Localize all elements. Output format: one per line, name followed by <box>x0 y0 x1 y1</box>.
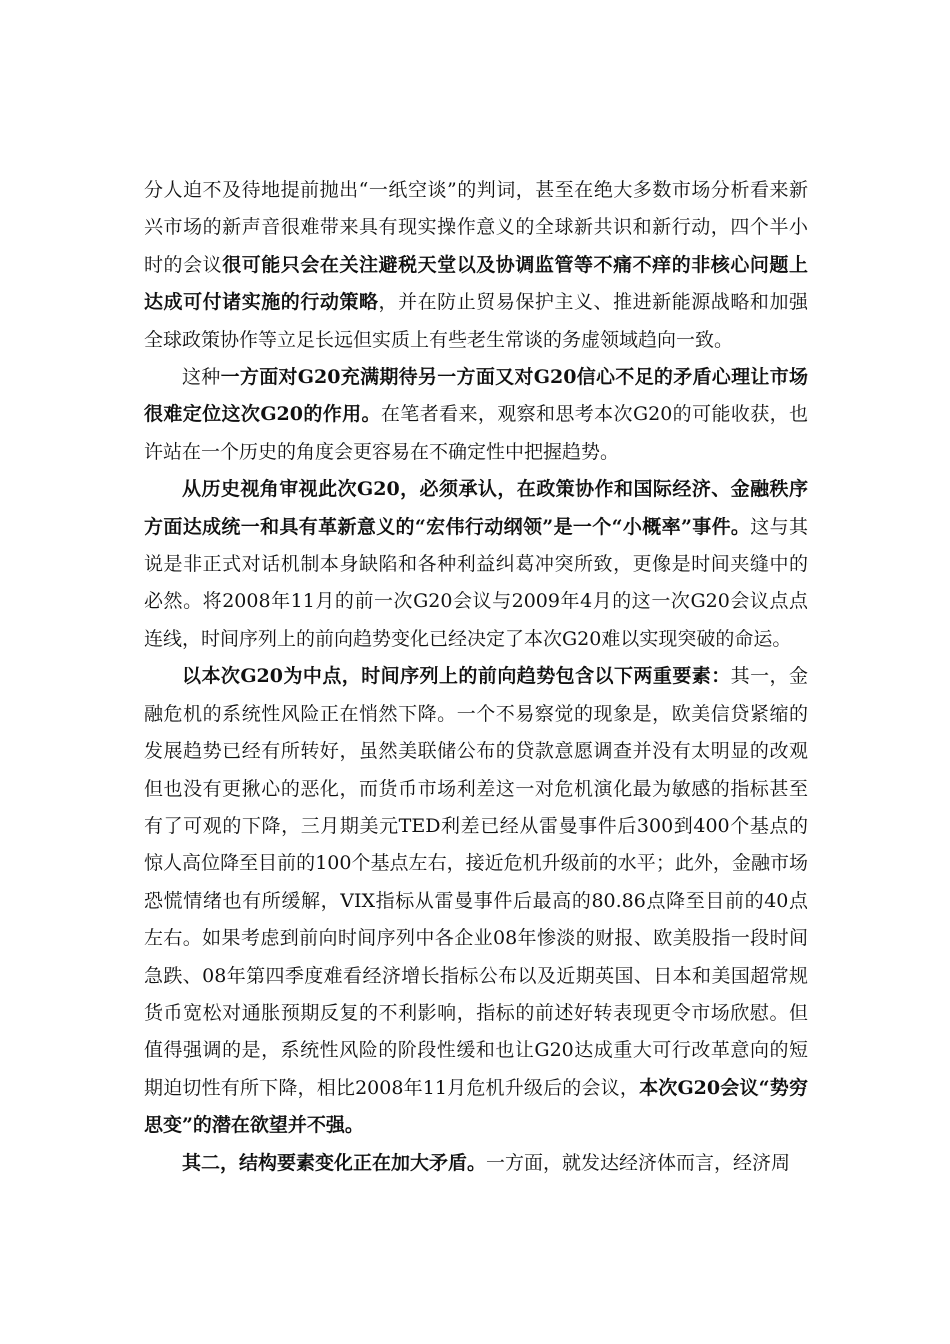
paragraph-5-run-1-bold: 其二，结构要素变化正在加大矛盾。 <box>182 1151 487 1174</box>
paragraph-4-run-2: 其一，金融危机的系统性风险正在悄然下降。一个不易察觉的现象是，欧美信贷紧缩的发展趋势已经有所转好，虽然美联储公布的贷款意愿调查并没有太明显的改观但也没有更揪心的恶化，而货币市场利差这一对危机演化最为敏感的指标甚至有了可观的下降，三月期美元TED利差已经从雷曼事件后300到400个基点的惊人高位降至目前的100个基点左右，接近危机升级前的水平；此外，金融市场恐慌情绪也有所缓解，VIX指标从雷曼事件后最高的80.86点降至目前的40点左右。如果考虑到前向时间序列中各企业08年惨淡的财报、欧美股指一段时间急跌、08年第四季度难看经济增长指标公布以及近期英国、日本和美国超常规货币宽松对通胀预期反复的不利影响，指标的前述好转表现更令市场欣慰。但值得强调的是，系统性风险的阶段性缓和也让G20达成重大可行改革意向的短期迫切性有所下降，相比2008年11月危机升级后的会议， <box>144 665 808 1099</box>
paragraph-1-run-2-bold: 很可能只会在关注避税天堂以及协调监管等不痛不痒的非核心问题上达成可付诸实施的行动策略 <box>144 253 808 314</box>
paragraph-4-run-3-bold: 本次G20会议“势穷思变”的潜在欲望并不强。 <box>144 1076 808 1137</box>
paragraph-4 <box>144 658 808 1144</box>
paragraph-2 <box>144 359 808 471</box>
paragraph-3-run-2: 这与其说是非正式对话机制本身缺陷和各种利益纠葛冲突所致，更像是时间夹缝中的必然。将2008年11月的前一次G20会议与2009年4月的这一次G20会议点点连线，时间序列上的前向趋势变化已经决定了本次G20难以实现突破的命运。 <box>144 515 808 650</box>
paragraph-4-run-1-bold: 以本次G20为中点，时间序列上的前向趋势包含以下两重要素： <box>182 665 731 688</box>
paragraph-2-run-1: 这种 <box>182 366 221 389</box>
paragraph-2-run-2-bold: 一方面对G20充满期待另一方面又对G20信心不足的矛盾心理让市场很难定位这次G20的作用。 <box>144 366 808 426</box>
paragraph-3-run-1-bold: 从历史视角审视此次G20，必须承认，在政策协作和国际经济、金融秩序方面达成统一和具有革新意义的“宏伟行动纲领”是一个“小概率”事件。 <box>144 478 808 538</box>
paragraph-2-run-3: 在笔者看来，观察和思考本次G20的可能收获，也许站在一个历史的角度会更容易在不确定性中把握趋势。 <box>144 403 808 463</box>
paragraph-1 <box>144 172 808 359</box>
document-body <box>144 172 808 1182</box>
paragraph-1-run-3: ，并在防止贸易保护主义、推进新能源战略和加强全球政策协作等立足长远但实质上有些老生常谈的务虚领域趋向一致。 <box>144 291 808 351</box>
paragraph-5 <box>144 1145 808 1182</box>
paragraph-3 <box>144 471 808 658</box>
paragraph-5-run-2: 一方面，就发达经济体而言，经济周 <box>486 1151 791 1174</box>
paragraph-1-run-1: 分人迫不及待地提前抛出“一纸空谈”的判词，甚至在绝大多数市场分析看来新兴市场的新声音很难带来具有现实操作意义的全球新共识和新行动，四个半小时的会议 <box>144 179 808 276</box>
